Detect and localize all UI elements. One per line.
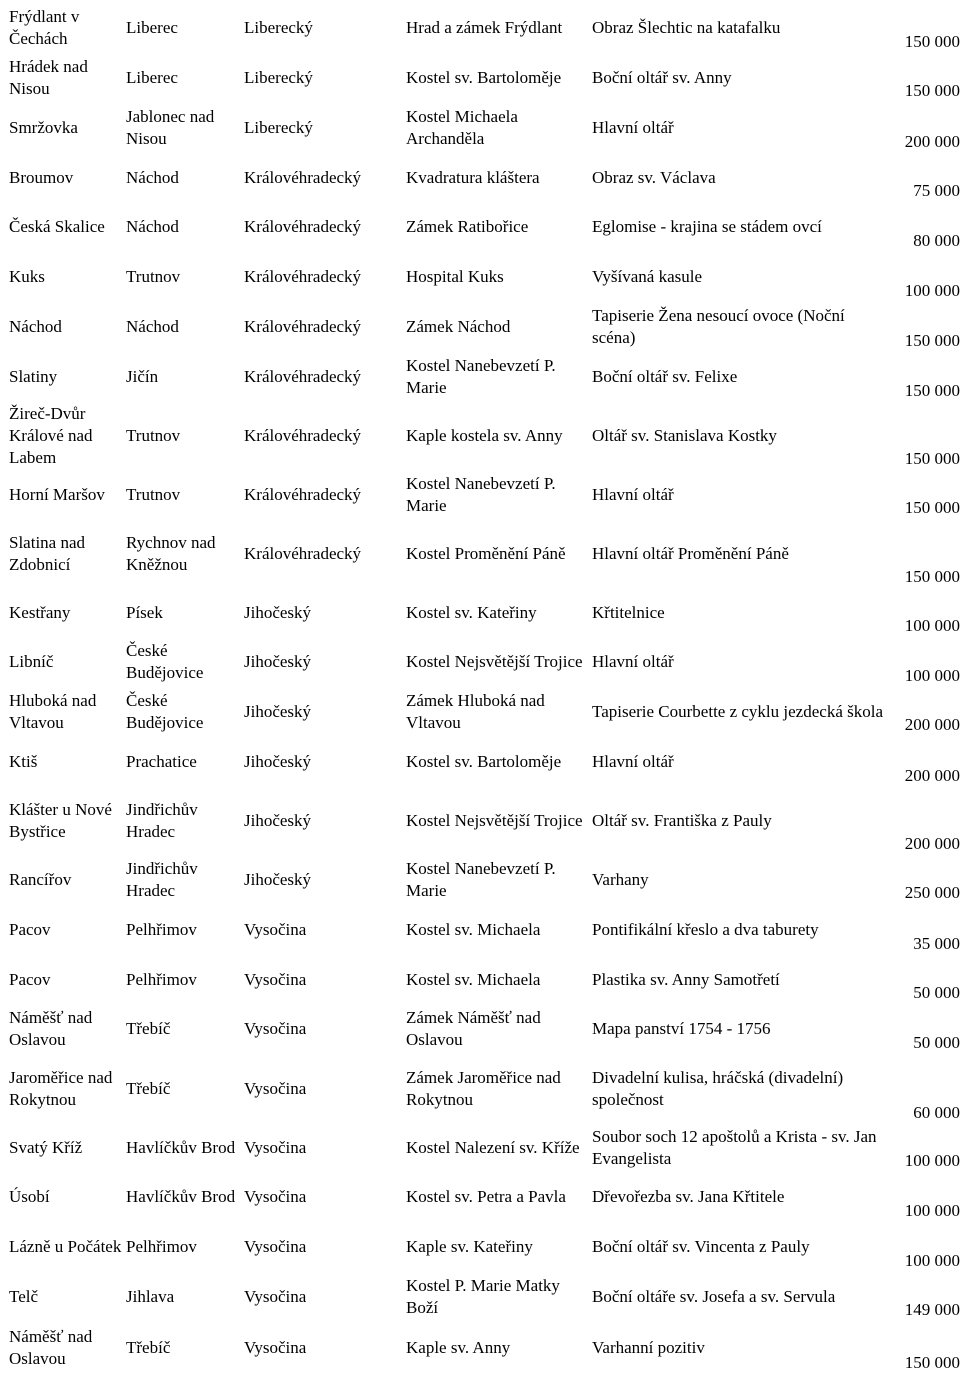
table-row (0, 53, 960, 102)
monument-cell: Kostel sv. Petra a Pavla (406, 1187, 566, 1206)
item-cell: Soubor soch 12 apoštolů a Krista - sv. Jan Evangelista (592, 1127, 877, 1168)
item-cell: Vyšívaná kasule (592, 267, 703, 286)
item-cell: Pontifikální křeslo a dva taburety (592, 919, 819, 939)
region-cell: Královéhradecký (244, 367, 362, 386)
district-cell: Pelhřimov (126, 969, 197, 989)
item-cell: Varhanní pozitiv (592, 1337, 705, 1357)
amount-cell: 150 000 (904, 381, 960, 400)
table-row (0, 1004, 960, 1054)
district-cell: Jičín (126, 367, 159, 386)
municipality-cell: Pacov (9, 919, 51, 939)
table-row (0, 588, 960, 637)
municipality-cell: Jaroměřice nad Rokytnou (9, 1068, 113, 1109)
amount-cell: 75 000 (913, 181, 960, 200)
item-cell: Varhany (592, 869, 649, 889)
municipality-cell: Frýdlant v Čechách (9, 7, 80, 48)
municipality-cell: Kestřany (9, 602, 71, 622)
amount-cell: 100 000 (904, 1151, 960, 1170)
municipality-cell: Úsobí (9, 1187, 50, 1206)
table-row (0, 1272, 960, 1321)
monument-cell: Kostel Proměnění Páně (406, 543, 566, 563)
table-row (0, 352, 960, 402)
district-cell: Třebíč (126, 1019, 171, 1038)
item-cell: Boční oltář sv. Vincenta z Pauly (592, 1237, 810, 1256)
region-cell: Královéhradecký (244, 543, 362, 563)
region-cell: Jihočeský (244, 869, 312, 889)
table-row (0, 252, 960, 302)
municipality-cell: Telč (9, 1286, 39, 1306)
district-cell: Jindřichův Hradec (126, 858, 198, 900)
district-cell: Pelhřimov (126, 919, 197, 939)
amount-cell: 150 000 (904, 331, 960, 350)
monument-cell: Kostel sv. Bartoloměje (406, 751, 562, 771)
region-cell: Jihočeský (244, 652, 312, 671)
district-cell: Rychnov nad Kněžnou (126, 532, 216, 574)
region-cell: Vysočina (244, 1337, 307, 1357)
item-cell: Hlavní oltář (592, 484, 674, 504)
item-cell: Obraz sv. Václava (592, 167, 716, 187)
municipality-cell: Libníč (9, 652, 54, 671)
item-cell: Boční oltář sv. Felixe (592, 367, 738, 386)
monument-cell: Zámek Ratibořice (406, 217, 529, 236)
amount-cell: 150 000 (904, 567, 960, 586)
region-cell: Královéhradecký (244, 167, 362, 187)
monument-cell: Kaple sv. Anny (406, 1337, 511, 1357)
municipality-cell: Žireč-Dvůr Králové nad Labem (9, 404, 93, 467)
item-cell: Tapiserie Žena nesoucí ovoce (Noční scéna) (592, 306, 845, 347)
municipality-cell: Klášter u Nové Bystřice (9, 800, 112, 841)
amount-cell: 150 000 (904, 32, 960, 51)
table-row (0, 637, 960, 687)
district-cell: Třebíč (126, 1079, 171, 1098)
municipality-cell: Česká Skalice (9, 217, 105, 236)
municipality-cell: Lázně u Počátek (9, 1237, 122, 1256)
table-row (0, 855, 960, 904)
monument-cell: Kostel sv. Michaela (406, 919, 541, 939)
district-cell: Havlíčkův Brod (126, 1138, 236, 1157)
amount-cell: 150 000 (904, 498, 960, 517)
amount-cell: 100 000 (904, 666, 960, 685)
monument-cell: Zámek Hluboká nad Vltavou (406, 690, 545, 732)
monument-cell: Kostel Nanebevzetí P. Marie (406, 473, 556, 515)
item-cell: Hlavní oltář (592, 117, 674, 137)
monument-cell: Zámek Jaroměřice nad Rokytnou (406, 1068, 561, 1109)
district-cell: Trutnov (126, 484, 181, 504)
municipality-cell: Hrádek nad Nisou (9, 56, 88, 98)
table-row (0, 3, 960, 53)
amount-cell: 80 000 (913, 231, 960, 250)
monument-cell: Zámek Náchod (406, 317, 511, 336)
district-cell: Jihlava (126, 1286, 175, 1306)
monument-cell: Kostel Nejsvětější Trojice (406, 652, 583, 671)
region-cell: Královéhradecký (244, 484, 362, 504)
district-cell: Náchod (126, 167, 179, 187)
item-cell: Hlavní oltář (592, 652, 674, 671)
region-cell: Vysočina (244, 969, 307, 989)
region-cell: Vysočina (244, 1079, 307, 1098)
monument-cell: Kostel Nejsvětější Trojice (406, 811, 583, 830)
district-cell: Trutnov (126, 267, 181, 286)
amount-cell: 150 000 (904, 81, 960, 100)
amount-cell: 150 000 (904, 1353, 960, 1372)
region-cell: Liberecký (244, 67, 313, 87)
district-cell: České Budějovice (126, 690, 204, 732)
amount-cell: 100 000 (904, 1251, 960, 1270)
table-row (0, 687, 960, 736)
item-cell: Oltář sv. Stanislava Kostky (592, 426, 777, 445)
amount-cell: 200 000 (904, 132, 960, 151)
table-row (0, 153, 960, 202)
amount-cell: 50 000 (913, 1033, 960, 1052)
monument-cell: Kvadratura kláštera (406, 167, 540, 187)
monument-cell: Kostel Michaela Archanděla (406, 106, 518, 148)
district-cell: Jindřichův Hradec (126, 800, 198, 841)
table-row (0, 202, 960, 252)
region-cell: Vysočina (244, 919, 307, 939)
item-cell: Boční oltář sv. Anny (592, 67, 732, 87)
table-row (0, 787, 960, 855)
table-row (0, 519, 960, 588)
district-cell: Jablonec nad Nisou (126, 106, 215, 148)
monument-cell: Kostel Nalezení sv. Kříže (406, 1138, 580, 1157)
region-cell: Jihočeský (244, 811, 312, 830)
region-cell: Jihočeský (244, 751, 312, 771)
table-row (0, 736, 960, 787)
item-cell: Dřevořezba sv. Jana Křtitele (592, 1187, 785, 1206)
region-cell: Vysočina (244, 1019, 307, 1038)
monument-cell: Kostel Nanebevzetí P. Marie (406, 858, 556, 900)
region-cell: Královéhradecký (244, 267, 362, 286)
district-cell: Trutnov (126, 426, 181, 445)
item-cell: Mapa panství 1754 - 1756 (592, 1019, 771, 1038)
municipality-cell: Horní Maršov (9, 484, 105, 504)
region-cell: Vysočina (244, 1138, 307, 1157)
municipality-cell: Slatiny (9, 367, 58, 386)
monument-cell: Kostel sv. Bartoloměje (406, 67, 562, 87)
municipality-cell: Broumov (9, 167, 74, 187)
table-row (0, 904, 960, 955)
region-cell: Vysočina (244, 1187, 307, 1206)
monument-cell: Kaple kostela sv. Anny (406, 426, 563, 445)
monument-cell: Zámek Náměšť nad Oslavou (406, 1008, 541, 1049)
region-cell: Královéhradecký (244, 317, 362, 336)
amount-cell: 60 000 (913, 1103, 960, 1122)
municipality-cell: Hluboká nad Vltavou (9, 690, 97, 732)
region-cell: Vysočina (244, 1237, 307, 1256)
region-cell: Královéhradecký (244, 426, 362, 445)
district-cell: Pelhřimov (126, 1237, 197, 1256)
municipality-cell: Svatý Kříž (9, 1138, 83, 1157)
table-row (0, 1321, 960, 1374)
table-row (0, 470, 960, 519)
district-cell: Liberec (126, 18, 178, 37)
monument-cell: Hospital Kuks (406, 267, 504, 286)
item-cell: Křtitelnice (592, 602, 665, 622)
table-row (0, 1172, 960, 1222)
region-cell: Liberecký (244, 117, 313, 137)
amount-cell: 100 000 (904, 616, 960, 635)
monument-cell: Kostel Nanebevzetí P. Marie (406, 356, 556, 397)
district-cell: Prachatice (126, 751, 197, 771)
district-cell: Písek (126, 602, 163, 622)
amount-cell: 150 000 (904, 449, 960, 468)
amount-cell: 35 000 (913, 934, 960, 953)
amount-cell: 100 000 (904, 281, 960, 300)
municipality-cell: Náměšť nad Oslavou (9, 1326, 93, 1368)
municipality-cell: Ktiš (9, 751, 38, 771)
amount-cell: 50 000 (913, 983, 960, 1002)
municipality-cell: Náměšť nad Oslavou (9, 1008, 93, 1049)
table-row (0, 302, 960, 352)
table-row (0, 102, 960, 153)
district-cell: České Budějovice (126, 641, 204, 682)
municipality-cell: Rancířov (9, 869, 72, 889)
amount-cell: 100 000 (904, 1201, 960, 1220)
amount-cell: 200 000 (904, 834, 960, 853)
item-cell: Hlavní oltář Proměnění Páně (592, 543, 789, 563)
item-cell: Eglomise - krajina se stádem ovcí (592, 217, 822, 236)
monument-cell: Kaple sv. Kateřiny (406, 1237, 533, 1256)
region-cell: Vysočina (244, 1286, 307, 1306)
region-cell: Jihočeský (244, 701, 312, 721)
municipality-cell: Pacov (9, 969, 51, 989)
table-row (0, 402, 960, 470)
monument-cell: Kostel sv. Michaela (406, 969, 541, 989)
municipality-cell: Náchod (9, 317, 62, 336)
table-row (0, 1054, 960, 1124)
monument-cell: Kostel P. Marie Matky Boží (406, 1275, 560, 1317)
district-cell: Náchod (126, 217, 179, 236)
table-row (0, 955, 960, 1004)
amount-cell: 200 000 (904, 715, 960, 734)
region-cell: Jihočeský (244, 602, 312, 622)
monument-cell: Kostel sv. Kateřiny (406, 602, 537, 622)
item-cell: Plastika sv. Anny Samotřetí (592, 969, 780, 989)
district-cell: Havlíčkův Brod (126, 1187, 236, 1206)
region-cell: Královéhradecký (244, 217, 362, 236)
monument-cell: Hrad a zámek Frýdlant (406, 18, 563, 37)
district-cell: Liberec (126, 67, 178, 87)
municipality-cell: Slatina nad Zdobnicí (9, 532, 86, 574)
item-cell: Obraz Šlechtic na katafalku (592, 18, 781, 37)
item-cell: Oltář sv. Františka z Pauly (592, 811, 772, 830)
item-cell: Hlavní oltář (592, 751, 674, 771)
table-row (0, 1222, 960, 1272)
municipality-cell: Kuks (9, 267, 45, 286)
table-row (0, 1124, 960, 1172)
amount-cell: 149 000 (904, 1300, 960, 1319)
amount-cell: 200 000 (904, 766, 960, 785)
municipality-cell: Smržovka (9, 117, 78, 137)
region-cell: Liberecký (244, 18, 313, 37)
item-cell: Tapiserie Courbette z cyklu jezdecká škola (592, 701, 883, 721)
district-cell: Třebíč (126, 1337, 171, 1357)
grant-table (0, 3, 960, 1374)
item-cell: Boční oltáře sv. Josefa a sv. Servula (592, 1286, 836, 1306)
district-cell: Náchod (126, 317, 179, 336)
item-cell: Divadelní kulisa, hráčská (divadelní) společnost (592, 1068, 844, 1109)
amount-cell: 250 000 (904, 883, 960, 902)
